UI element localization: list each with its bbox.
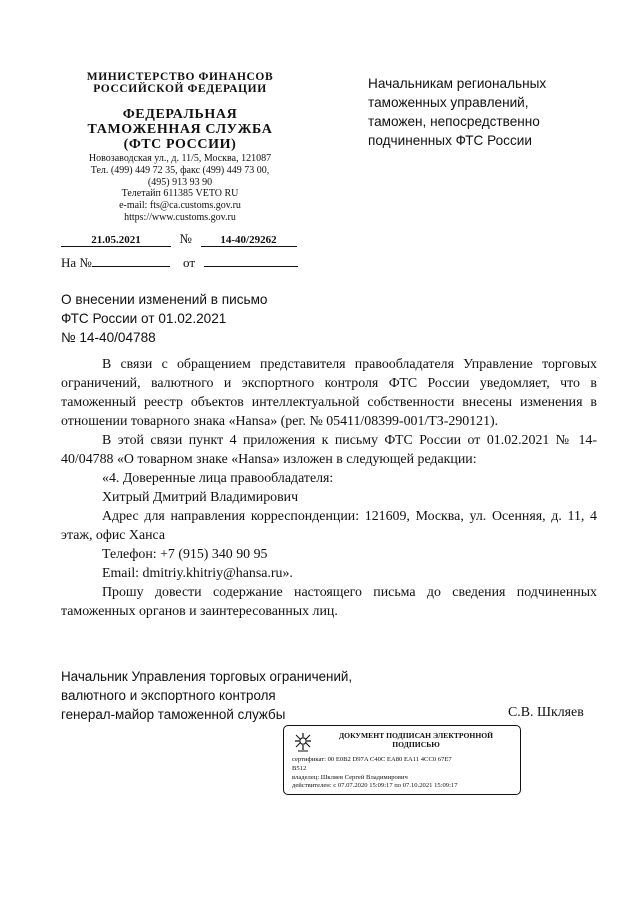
website-line: https://www.customs.gov.ru [124,211,236,223]
body-paragraph: В связи с обращением представителя правообладателя Управление торговых ограничений, валютного и экспортного контроля ФТС России уведомляет, что в таможенный реестр объектов интеллектуальной собственности внесены изменения в отношении товарного знака «Hansa» (рег. № 05411/08399-001/ТЗ-290121). [61,357,597,429]
body-paragraph: Прошу довести содержание настоящего письма до сведения подчиненных таможенных органов и заинтересованных лиц. [61,585,597,619]
registration-number: 14-40/29262 [201,234,297,247]
reference-line [61,254,298,271]
registration-date: 21.05.2021 [61,234,171,247]
body-paragraph: Адрес для направления корреспонденции: 121609, Москва, ул. Осенняя, д. 11, 4 этаж, офис Ханса [61,509,597,543]
electronic-signature-stamp [283,725,521,795]
body-paragraph: Email: dmitriy.khitriy@hansa.ru». [102,566,293,581]
signatory-name: С.В. Шкляев [508,705,584,720]
certificate-line-cont: B512 [292,764,307,772]
validity-line: действителен: с 07.07.2020 15:09:17 по 07.10.2021 15:09:17 [292,782,458,790]
phone-line: Тел. (499) 449 72 35, факс (499) 449 73 00, [90,164,270,176]
emblem-icon [291,731,315,753]
phone-line-2: (495) 913 93 90 [147,176,213,188]
letter-subject: О внесении изменений в письмо ФТС России от 01.02.2021 № 14-40/04788 [61,292,268,345]
body-paragraph: Хитрый Дмитрий Владимирович [102,490,299,505]
number-sign: № [179,231,192,246]
recipient-block: Начальникам региональных таможенных управлений, таможен, непосредственно подчиненных ФТС России [368,76,547,148]
owner-line: владелец: Шкляев Сергей Владимирович [292,773,408,781]
body-paragraph: Телефон: +7 (915) 340 90 95 [102,547,268,562]
ministry-name: МИНИСТЕРСТВО ФИНАНСОВ РОССИЙСКОЙ ФЕДЕРАЦИИ [86,71,274,95]
email-line: e-mail: fts@ca.customs.gov.ru [119,200,241,212]
signatory-title: Начальник Управления торговых ограничений, валютного и экспортного контроля генерал-майор таможенной службы [61,669,353,722]
reference-number-blank [92,254,170,267]
letter-body [61,355,597,621]
reference-label: На № [61,255,92,270]
registration-line [61,231,297,247]
body-paragraph: «4. Доверенные лица правообладателя: [102,471,334,486]
reference-from-label: от [183,255,196,270]
reference-date-blank [204,254,298,267]
stamp-title: ДОКУМЕНТ ПОДПИСАН ЭЛЕКТРОННОЙ ПОДПИСЬЮ [338,731,494,749]
stamp-details [292,756,518,791]
body-paragraph: В этой связи пункт 4 приложения к письму ФТС России от 01.02.2021 № 14-40/04788 «О товарном знаке «Hansa» изложен в следующей редакции: [61,433,597,467]
contact-block [60,153,300,224]
address-line: Новозаводская ул., д. 11/5, Москва, 121087 [88,153,272,164]
service-name: ФЕДЕРАЛЬНАЯ ТАМОЖЕННАЯ СЛУЖБА (ФТС РОССИИ) [87,107,273,152]
teletype-line: Телетайп 611385 VETO RU [121,188,239,200]
certificate-line: сертификат: 00 E0B2 D97A C40C EA80 EA11 4CC0 67E7 [292,756,452,763]
